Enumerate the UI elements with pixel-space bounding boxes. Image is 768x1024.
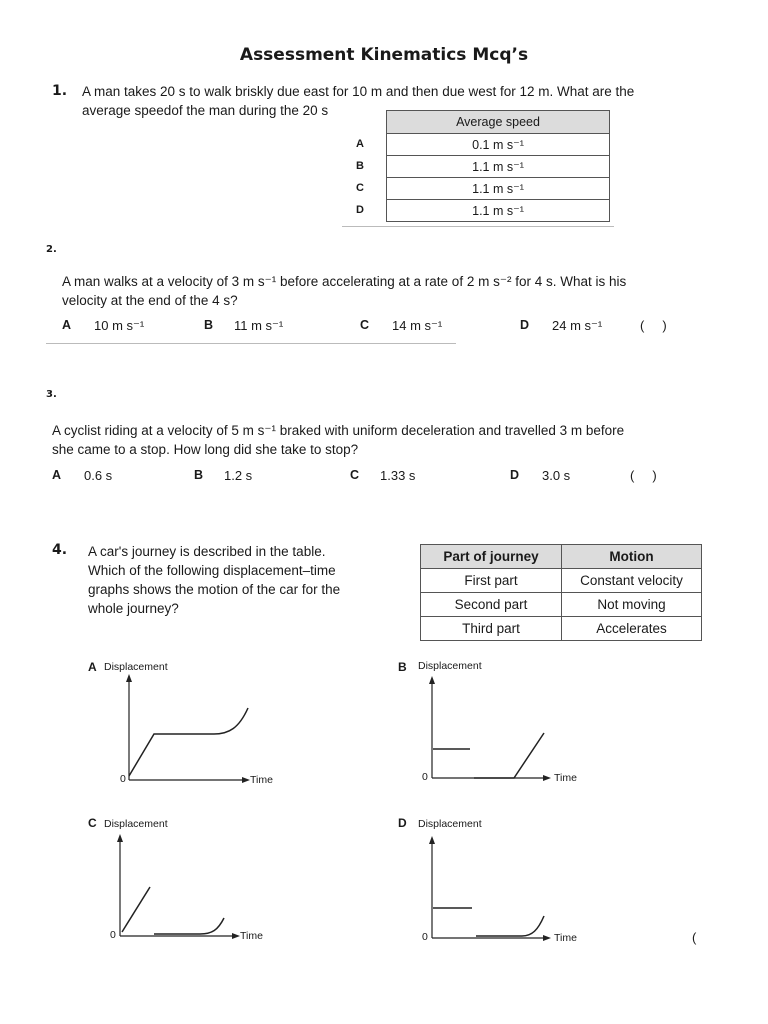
table-row bbox=[421, 617, 702, 641]
graph-b-origin: 0 bbox=[422, 771, 428, 783]
q1-option-d-value: 1.1 m s⁻¹ bbox=[387, 200, 610, 222]
graph-c-origin: 0 bbox=[110, 929, 116, 941]
q2-option-a-value[interactable]: 10 m s⁻¹ bbox=[94, 318, 145, 333]
graph-a-origin: 0 bbox=[120, 773, 126, 785]
q3-option-a-letter[interactable]: A bbox=[52, 468, 62, 482]
q2-text-line2: velocity at the end of the 4 s? bbox=[62, 293, 238, 308]
q4-text-line4: whole journey? bbox=[88, 601, 179, 616]
graph-a-ylabel: Displacement bbox=[104, 661, 168, 673]
graph-d-letter: D bbox=[398, 816, 407, 830]
q3-option-c-letter[interactable]: C bbox=[350, 468, 360, 482]
q2-text-line1: A man walks at a velocity of 3 m s⁻¹ before accelerating at a rate of 2 m s⁻² for 4 s. What is his bbox=[62, 274, 627, 289]
q3-answer-bracket[interactable]: ( ) bbox=[630, 468, 657, 483]
q1-option-b-value: 1.1 m s⁻¹ bbox=[387, 156, 610, 178]
q3-option-a-value[interactable]: 0.6 s bbox=[84, 468, 113, 483]
graph-a-plot bbox=[84, 658, 304, 793]
graph-c-letter: C bbox=[88, 816, 97, 830]
q2-option-b-value[interactable]: 11 m s⁻¹ bbox=[234, 318, 284, 333]
q3-option-d-value[interactable]: 3.0 s bbox=[542, 468, 571, 483]
q2-option-a-letter[interactable]: A bbox=[62, 318, 72, 332]
q4-table-cell: Third part bbox=[421, 617, 562, 641]
q2-option-d-letter[interactable]: D bbox=[520, 318, 530, 332]
q3-text-line1: A cyclist riding at a velocity of 5 m s⁻¹ braked with uniform deceleration and travelled 3 m before bbox=[52, 423, 625, 438]
graph-c[interactable] bbox=[84, 814, 304, 949]
q4-table-cell: Not moving bbox=[562, 593, 702, 617]
q4-table-cell: Accelerates bbox=[562, 617, 702, 641]
q2-divider bbox=[46, 343, 456, 344]
q4-text-line2: Which of the following displacement–time bbox=[88, 563, 336, 578]
q3-text-line2: she came to a stop. How long did she take to stop? bbox=[52, 442, 359, 457]
graph-c-ylabel: Displacement bbox=[104, 818, 168, 830]
graph-d-plot bbox=[394, 814, 614, 949]
q3-option-d-letter[interactable]: D bbox=[510, 468, 520, 482]
q2-option-b-letter[interactable]: B bbox=[204, 318, 214, 332]
q1-divider bbox=[342, 226, 614, 227]
q2-option-c-value[interactable]: 14 m s⁻¹ bbox=[392, 318, 443, 333]
q1-table bbox=[386, 110, 610, 222]
graph-d-xlabel: Time bbox=[554, 932, 577, 944]
q1-option-c-value: 1.1 m s⁻¹ bbox=[387, 178, 610, 200]
graph-a-xlabel: Time bbox=[250, 774, 273, 786]
graph-b-xlabel: Time bbox=[554, 772, 577, 784]
q1-row-letter-a[interactable]: A bbox=[356, 138, 364, 150]
q1-table-header: Average speed bbox=[387, 111, 610, 134]
graph-d-origin: 0 bbox=[422, 931, 428, 943]
table-row bbox=[421, 593, 702, 617]
graph-a-letter: A bbox=[88, 660, 97, 674]
q4-journey-table bbox=[420, 544, 702, 641]
graph-b-letter: B bbox=[398, 660, 407, 674]
q4-table-cell: Constant velocity bbox=[562, 569, 702, 593]
q1-row-letter-c[interactable]: C bbox=[356, 182, 364, 194]
graph-d-ylabel: Displacement bbox=[418, 818, 482, 830]
q2-text bbox=[62, 272, 722, 310]
q3-option-b-letter[interactable]: B bbox=[194, 468, 204, 482]
graph-c-xlabel: Time bbox=[240, 930, 263, 942]
graph-d[interactable] bbox=[394, 814, 614, 949]
page-title: Assessment Kinematics Mcq’s bbox=[239, 45, 529, 65]
graph-c-plot bbox=[84, 814, 304, 949]
q3-option-c-value[interactable]: 1.33 s bbox=[380, 468, 416, 483]
graph-b-ylabel: Displacement bbox=[418, 660, 482, 672]
q3-text bbox=[52, 421, 732, 459]
q4-table-header-part: Part of journey bbox=[421, 545, 562, 569]
q1-option-a-value: 0.1 m s⁻¹ bbox=[387, 134, 610, 156]
q4-text bbox=[88, 542, 388, 618]
q1-number: 1. bbox=[52, 83, 68, 99]
graph-a[interactable] bbox=[84, 658, 304, 793]
q4-table-cell: First part bbox=[421, 569, 562, 593]
graph-b-plot bbox=[394, 658, 614, 793]
q4-table-cell: Second part bbox=[421, 593, 562, 617]
q4-text-line1: A car's journey is described in the table. bbox=[88, 544, 326, 559]
graph-b[interactable] bbox=[394, 658, 614, 793]
q4-text-line3: graphs shows the motion of the car for the bbox=[88, 582, 341, 597]
q2-option-c-letter[interactable]: C bbox=[360, 318, 370, 332]
q1-row-letter-d[interactable]: D bbox=[356, 204, 364, 216]
q1-text-line2: average speedof the man during the 20 s bbox=[82, 103, 329, 118]
q2-number: 2. bbox=[46, 244, 57, 255]
q2-answer-bracket[interactable]: ( ) bbox=[640, 318, 667, 333]
q4-answer-bracket[interactable]: ( bbox=[692, 930, 697, 945]
q1-text-line1: A man takes 20 s to walk briskly due east for 10 m and then due west for 12 m. What are the bbox=[82, 84, 635, 99]
q3-option-b-value[interactable]: 1.2 s bbox=[224, 468, 253, 483]
q3-number: 3. bbox=[46, 389, 57, 400]
q4-table-header-motion: Motion bbox=[562, 545, 702, 569]
q4-number: 4. bbox=[52, 542, 68, 558]
q2-option-d-value[interactable]: 24 m s⁻¹ bbox=[552, 318, 603, 333]
q1-row-letter-b[interactable]: B bbox=[356, 160, 364, 172]
table-row bbox=[421, 569, 702, 593]
